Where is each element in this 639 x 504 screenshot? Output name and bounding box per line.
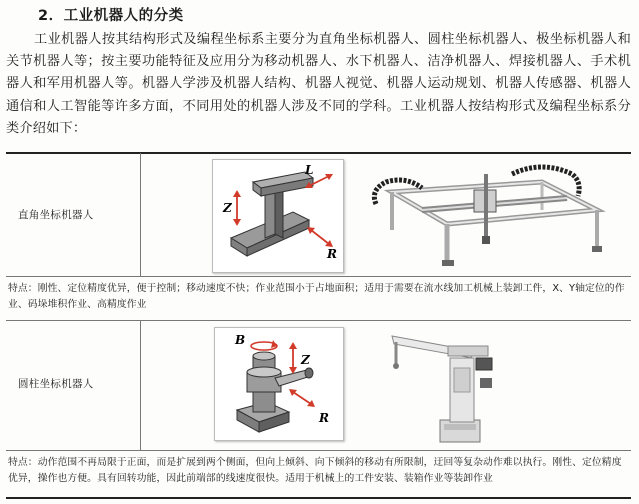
row-feature-text: 特点：动作范围不再局限于正面，而是扩展到两个侧面，但向上倾斜、向下倾斜的移动有所限制，迂回等复杂动作难以执行。刚性、定位精度优异，操作也方便。具有回转功能，因此前端部的线速度很快。适用于机械上的工件安装、装箱作业等装卸作业	[8, 457, 622, 484]
table-top-rule	[6, 152, 631, 154]
cartesian-diagram	[212, 159, 344, 273]
cylindrical-robot-photo	[388, 328, 508, 446]
cylindrical-robot-illustration	[215, 328, 343, 440]
cartesian-robot-illustration	[213, 160, 343, 272]
section-heading: 2．工业机器人的分类	[38, 8, 184, 24]
table-column-divider	[140, 153, 141, 276]
cylindrical-diagram	[214, 327, 344, 441]
axis-label-r: R	[327, 247, 337, 261]
table-row-divider	[6, 320, 631, 321]
axis-label-l: L	[305, 163, 314, 177]
table-row-divider	[6, 276, 631, 277]
axis-label-b: B	[235, 333, 246, 347]
table-bottom-rule	[6, 497, 631, 499]
gantry-robot-photo	[362, 160, 612, 272]
axis-label-r: R	[319, 411, 329, 425]
table-row-divider	[6, 450, 631, 451]
row-feature-text: 特点：刚性、定位精度优异，便于控制；移动速度不快；作业范围小于占地面积；适用于需要在流水线加工机械上装卸工件，X、Y轴定位的作业、码垛堆积作业、高精度作业	[8, 283, 625, 310]
axis-label-z: Z	[301, 353, 310, 367]
row-name: 圆柱坐标机器人	[18, 378, 94, 390]
intro-paragraph: 工业机器人按其结构形式及编程坐标系主要分为直角坐标机器人、圆柱坐标机器人、极坐标机器人和关节机器人等；按主要功能特征及应用分为移动机器人、水下机器人、洁净机器人、焊接机器人、手术机器人和军用机器人等。机器人学涉及机器人结构、机器人视觉、机器人运动规划、机器人传感器、机器人通信和人工智能等许多方面，不同用处的机器人涉及不同的学科。工业机器人按结构形式及编程坐标系分类介绍如下：	[6, 32, 631, 136]
row-name: 直角坐标机器人	[18, 209, 94, 221]
table-column-divider	[140, 321, 141, 450]
axis-label-z: Z	[223, 201, 232, 215]
